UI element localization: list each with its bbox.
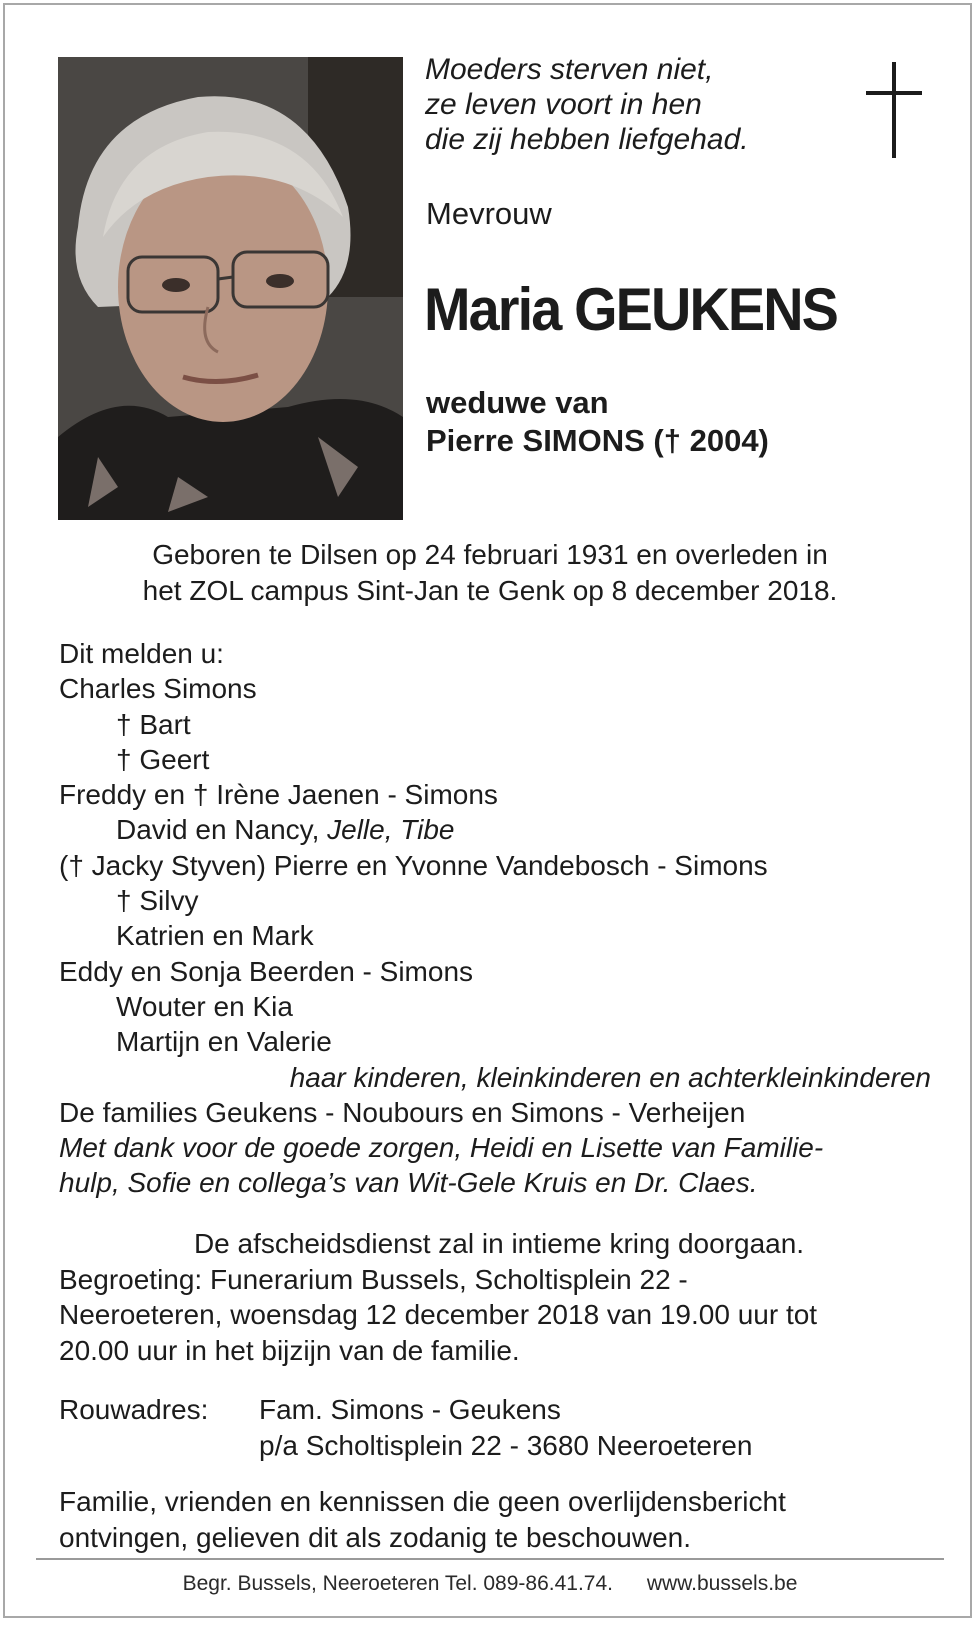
family-member bbox=[59, 812, 939, 847]
family-member: † Silvy bbox=[116, 885, 199, 917]
deceased-name: Maria GEUKENS bbox=[424, 276, 838, 343]
born-line: Geboren te Dilsen op 24 februari 1931 en overleden in bbox=[152, 539, 828, 570]
born-line: het ZOL campus Sint-Jan te Genk op 8 december 2018. bbox=[142, 575, 838, 606]
family-list bbox=[59, 636, 939, 1201]
address-line: p/a Scholtisplein 22 - 3680 Neeroeteren bbox=[259, 1429, 753, 1461]
relation-line: haar kinderen, kleinkinderen en achterkleinkinderen bbox=[289, 1061, 931, 1093]
family-member: Wouter en Kia bbox=[116, 990, 293, 1022]
family-intro: Dit melden u: bbox=[59, 638, 224, 669]
thanks-line: hulp, Sofie en collega’s van Wit-Gele Kruis en Dr. Claes. bbox=[59, 1167, 758, 1199]
family-member: Martijn en Valerie bbox=[116, 1026, 332, 1058]
family-member: † Geert bbox=[116, 743, 210, 775]
thanks-line: Met dank voor de goede zorgen, Heidi en Lisette van Familie- bbox=[59, 1132, 824, 1164]
spouse-name: Pierre SIMONS († 2004) bbox=[426, 423, 769, 458]
service-line: Begroeting: Funerarium Bussels, Scholtisplein 22 - bbox=[59, 1263, 688, 1295]
address-label: Rouwadres: bbox=[59, 1394, 209, 1425]
widow-line: weduwe van bbox=[426, 385, 609, 420]
service-line: Neeroeteren, woensdag 12 december 2018 van 19.00 uur tot bbox=[59, 1299, 818, 1330]
service-line: De afscheidsdienst zal in intieme kring doorgaan. bbox=[193, 1228, 805, 1259]
service-info bbox=[59, 1226, 939, 1368]
family-member: † Bart bbox=[116, 708, 191, 740]
family-member: Freddy en † Irène Jaenen - Simons bbox=[59, 779, 498, 811]
poem-line: Moeders sterven niet, bbox=[425, 53, 714, 86]
widow-of bbox=[426, 384, 769, 460]
poem-line: die zij hebben liefgehad. bbox=[425, 123, 749, 156]
undertaker-info: Begr. Bussels, Neeroeteren Tel. 089-86.41.74. bbox=[182, 1572, 613, 1595]
cross-icon bbox=[866, 62, 922, 158]
footer bbox=[0, 1572, 980, 1596]
poem-line: ze leven voort in hen bbox=[425, 88, 702, 121]
notice-line: Familie, vrienden en kennissen die geen overlijdensbericht bbox=[59, 1486, 786, 1517]
address-value bbox=[259, 1392, 752, 1463]
notice bbox=[59, 1484, 786, 1555]
service-line: 20.00 uur in het bijzijn van de familie. bbox=[59, 1334, 520, 1366]
great-grandchildren: Jelle, Tibe bbox=[327, 814, 455, 846]
address-line: Fam. Simons - Geukens bbox=[259, 1394, 561, 1425]
family-member-text: David en Nancy, bbox=[116, 814, 328, 846]
notice-line: ontvingen, gelieven dit als zodanig te beschouwen. bbox=[59, 1521, 691, 1553]
birth-death-statement bbox=[0, 537, 980, 609]
honorific: Mevrouw bbox=[426, 196, 552, 231]
poem bbox=[425, 52, 749, 157]
family-member: Katrien en Mark bbox=[116, 920, 314, 952]
divider bbox=[36, 1558, 944, 1560]
families-line: De families Geukens - Noubours en Simons - Verheijen bbox=[59, 1096, 746, 1128]
family-member: Charles Simons bbox=[59, 673, 257, 705]
family-member: Eddy en Sonja Beerden - Simons bbox=[59, 955, 474, 987]
website-link[interactable]: www.bussels.be bbox=[646, 1572, 798, 1595]
family-member: († Jacky Styven) Pierre en Yvonne Vandebosch - Simons bbox=[59, 849, 768, 881]
portrait-photo bbox=[58, 57, 403, 520]
